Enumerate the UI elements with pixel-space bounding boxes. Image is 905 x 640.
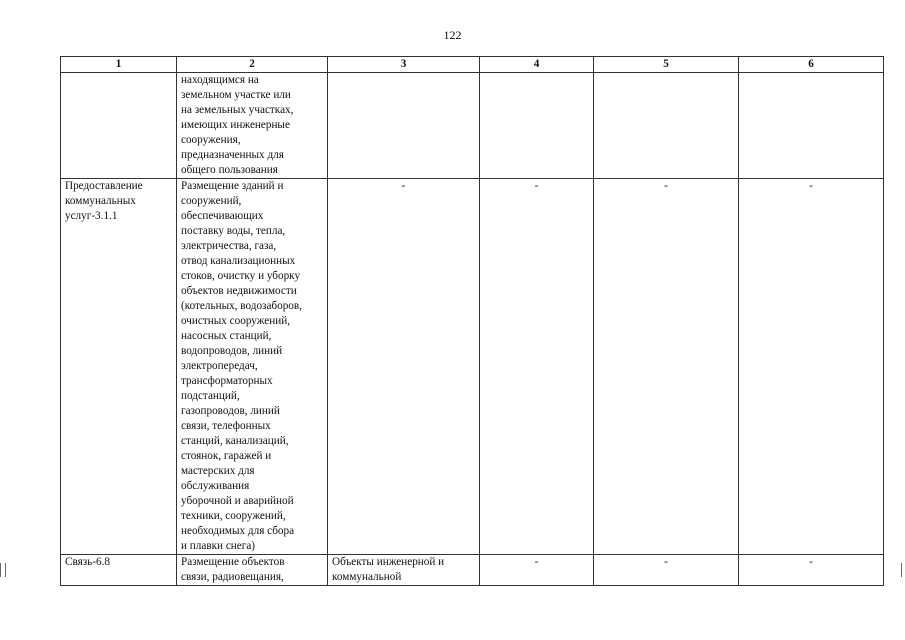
column-header-1: 1 — [61, 57, 177, 73]
land-use-type-cell — [61, 73, 177, 179]
table-cell — [739, 179, 884, 555]
cell-text: Объекты инженерной и коммунальной — [332, 556, 445, 583]
description-cell — [177, 555, 328, 586]
cell-text: - — [534, 556, 539, 568]
table-cell — [480, 555, 594, 586]
table-cell — [480, 179, 594, 555]
table-cell — [328, 555, 480, 586]
land-use-type-cell — [61, 179, 177, 555]
column-header-2: 2 — [177, 57, 328, 73]
cell-text: - — [401, 180, 406, 192]
column-header-6: 6 — [739, 57, 884, 73]
page-number: 122 — [443, 28, 462, 42]
column-header-3: 3 — [328, 57, 480, 73]
cell-text: находящимся на земельном участке или на земельных участках, имеющих инженерные сооружения, предназначенных для общего пользования — [181, 74, 294, 176]
cell-text: Предоставление коммунальных услуг-3.1.1 — [65, 180, 143, 222]
cell-text: - — [534, 180, 539, 192]
cell-text: - — [809, 180, 813, 192]
cell-text: Связь-6.8 — [65, 556, 110, 568]
cell-text: - — [809, 556, 813, 568]
land-use-table — [60, 56, 884, 586]
table-cell — [328, 73, 480, 179]
table-cell — [739, 555, 884, 586]
table-row — [61, 179, 884, 555]
cell-text: - — [664, 556, 668, 568]
table-cell — [594, 179, 739, 555]
land-use-type-cell — [61, 555, 177, 586]
table-cell — [328, 179, 480, 555]
description-cell — [177, 179, 328, 555]
table-cell — [739, 73, 884, 179]
table-cell — [480, 73, 594, 179]
cell-text: Размещение объектов связи, радиовещания, — [181, 556, 285, 583]
table-row — [61, 555, 884, 586]
column-header-4: 4 — [480, 57, 594, 73]
header-row — [61, 57, 884, 73]
table-row — [61, 73, 884, 179]
cell-text: - — [664, 180, 668, 192]
description-cell — [177, 73, 328, 179]
right-binding-mark — [901, 563, 905, 577]
cell-text: Размещение зданий и сооружений, обеспечивающих поставку воды, тепла, электричества, газа, отвод канализационных стоков, очистку и уборку объектов недвижимости (котельных, водозаборов, очистных сооружений, насосных станций, водопроводов, линий электропередач, трансформаторных подстанций, газопроводов, линий связи, телефонных станций, канализаций, стоянок, гаражей и мастерских для обслуживания уборочной и аварийной техники, сооружений, необходимых для сбора и плавки снега) — [181, 180, 302, 552]
left-binding-mark — [0, 563, 6, 577]
table-cell — [594, 555, 739, 586]
table-cell — [594, 73, 739, 179]
column-header-5: 5 — [594, 57, 739, 73]
